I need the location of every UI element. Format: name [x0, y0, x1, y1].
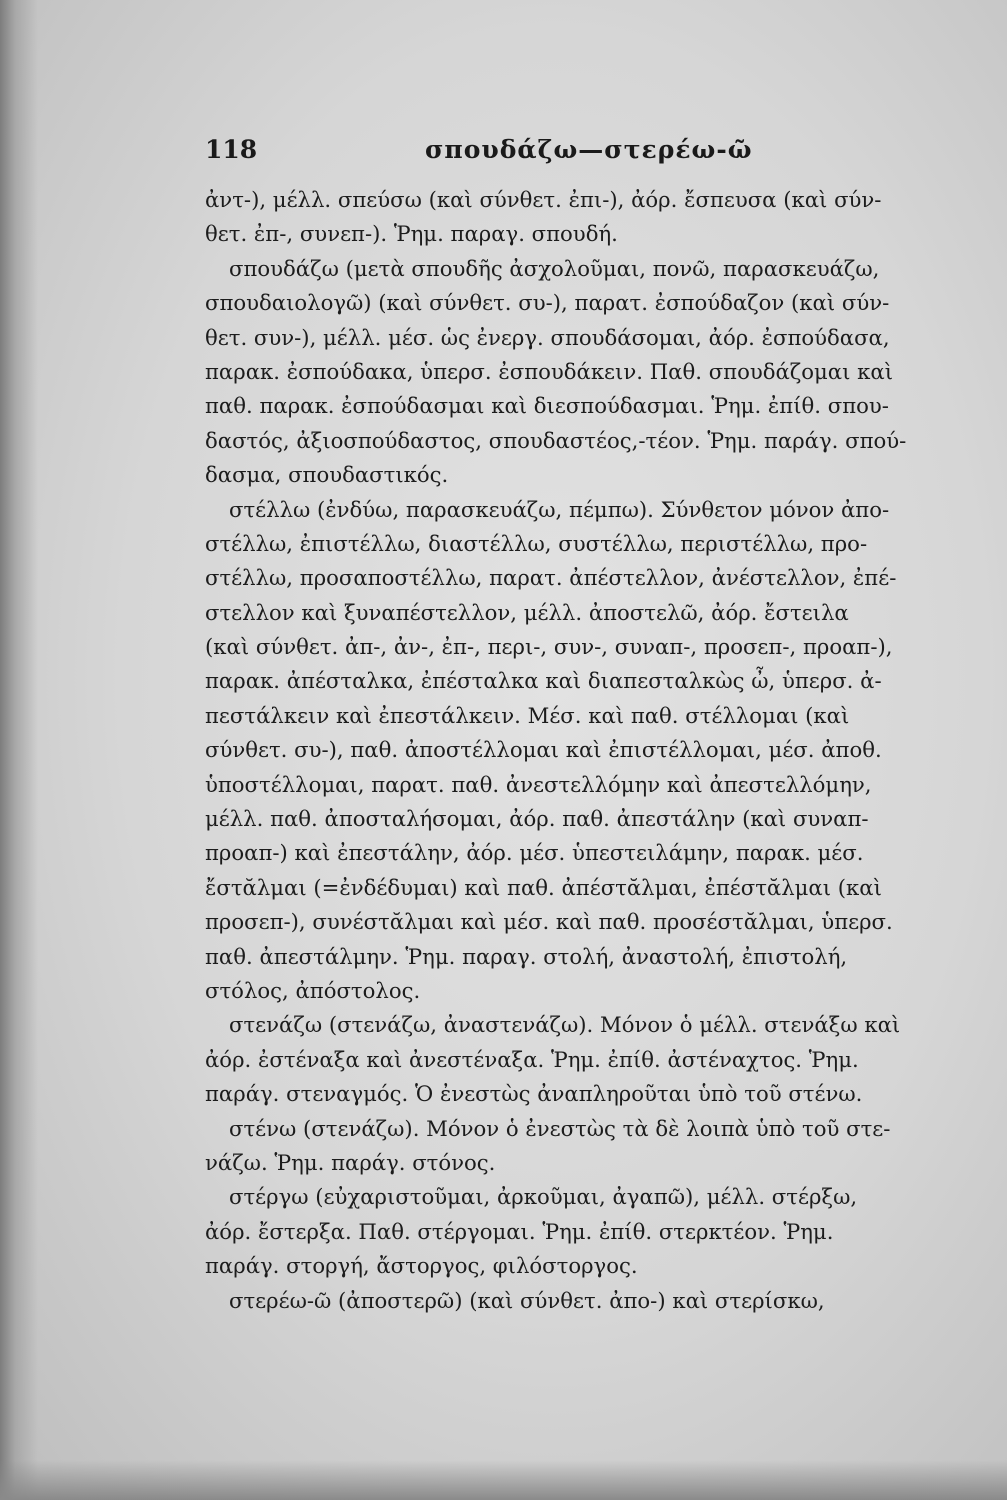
page-header	[205, 135, 765, 175]
text-line: ὑποστέλλομαι, παρατ. παθ. ἀνεστελλόμην καὶ ἀπεστελλόμην,	[205, 771, 872, 797]
text-line: παθ. παρακ. ἐσπούδασμαι καὶ διεσπούδασμαι. Ῥημ. ἐπίθ. σπου-	[205, 393, 889, 419]
text-line: νάζω. Ῥημ. παράγ. στόνος.	[205, 1149, 496, 1175]
text-line: ἀόρ. ἔστερξα. Παθ. στέργομαι. Ῥημ. ἐπίθ. στερκτέον. Ῥημ.	[205, 1218, 834, 1244]
entry-stereo: στερέω-ῶ (ἀποστερῶ) (καὶ σύνθετ. ἀπο-) καὶ στερίσκω,	[229, 1287, 825, 1313]
text-line: σύνθετ. συ-), παθ. ἀποστέλλομαι καὶ ἐπιστέλλομαι, μέσ. ἀποθ.	[205, 737, 882, 763]
page-bottom-shadow	[0, 1460, 1007, 1500]
text-line: παράγ. στοργή, ἄστοργος, φιλόστοργος.	[205, 1253, 638, 1279]
entry-stello: στέλλω (ἐνδύω, παρασκευάζω, πέμπω). Σύνθετον μόνον ἀπο-	[229, 496, 890, 522]
text-line: ἀντ-), μέλλ. σπεύσω (καὶ σύνθετ. ἐπι-), ἀόρ. ἔσπευσα (καὶ σύν-	[205, 187, 882, 212]
entry-spoudazo: σπουδάζω (μετὰ σπουδῆς ἀσχολοῦμαι, πονῶ, παρασκευάζω,	[229, 255, 880, 281]
text-line: προαπ-) καὶ ἐπεστάλην, ἀόρ. μέσ. ὑπεστειλάμην, παρακ. μέσ.	[205, 840, 864, 866]
text-line: μέλλ. παθ. ἀποσταλήσομαι, ἀόρ. παθ. ἀπεστάλην (καὶ συναπ-	[205, 806, 869, 832]
text-line: σπουδαιολογῶ) (καὶ σύνθετ. συ-), παρατ. ἐσπούδαζον (καὶ σύν-	[205, 290, 890, 316]
text-line: παράγ. στεναγμός. Ὁ ἐνεστὼς ἀναπληροῦται ὑπὸ τοῦ στένω.	[205, 1081, 863, 1107]
running-head: σπουδάζω—στερέω-ῶ	[425, 135, 753, 164]
page-number: 118	[205, 135, 258, 164]
text-line: παθ. ἀπεστάλμην. Ῥημ. παραγ. στολή, ἀναστολή, ἐπιστολή,	[205, 943, 848, 969]
page-edge-shadow	[0, 0, 38, 1500]
text-line: στελλον καὶ ξυναπέστελλον, μέλλ. ἀποστελῶ, ἀόρ. ἔστειλα	[205, 599, 849, 625]
text-line: στέλλω, προσαποστέλλω, παρατ. ἀπέστελλον, ἀνέστελλον, ἐπέ-	[205, 565, 897, 591]
text-line: στόλος, ἀπόστολος.	[205, 977, 421, 1003]
text-line: πεστάλκειν καὶ ἐπεστάλκειν. Μέσ. καὶ παθ. στέλλομαι (καὶ	[205, 702, 850, 728]
text-line: δασμα, σπουδαστικός.	[205, 462, 449, 488]
text-line: ἔστᾰλμαι (=ἐνδέδυμαι) καὶ παθ. ἀπέστᾰλμαι, ἐπέστᾰλμαι (καὶ	[205, 874, 882, 900]
text-line: παρακ. ἐσπούδακα, ὑπερσ. ἐσπουδάκειν. Παθ. σπουδάζομαι καὶ	[205, 358, 894, 384]
text-line: δαστός, ἀξιοσπούδαστος, σπουδαστέος,-τέον. Ῥημ. παράγ. σπού-	[205, 427, 907, 453]
entry-steno: στένω (στενάζω). Μόνον ὁ ἐνεστὼς τὰ δὲ λοιπὰ ὑπὸ τοῦ στε-	[229, 1115, 891, 1141]
text-line: στέλλω, ἐπιστέλλω, διαστέλλω, συστέλλω, περιστέλλω, προ-	[205, 530, 868, 556]
dictionary-text	[205, 183, 907, 1318]
text-line: (καὶ σύνθετ. ἀπ-, ἀν-, ἐπ-, περι-, συν-, συναπ-, προσεπ-, προαπ-),	[205, 634, 893, 660]
entry-stenazo: στενάζω (στενάζω, ἀναστενάζω). Μόνον ὁ μέλλ. στενάξω καὶ	[229, 1012, 901, 1038]
text-line: ἀόρ. ἐστέναξα καὶ ἀνεστέναξα. Ῥημ. ἐπίθ. ἀστέναχτος. Ῥημ.	[205, 1046, 859, 1072]
text-line: θετ. ἐπ-, συνεπ-). Ῥημ. παραγ. σπουδή.	[205, 221, 618, 247]
text-line: προσεπ-), συνέστᾰλμαι καὶ μέσ. καὶ παθ. προσέστᾰλμαι, ὑπερσ.	[205, 909, 893, 935]
entry-stergo: στέργω (εὐχαριστοῦμαι, ἀρκοῦμαι, ἀγαπῶ), μέλλ. στέρξω,	[229, 1184, 858, 1210]
text-line: παρακ. ἀπέσταλκα, ἐπέσταλκα καὶ διαπεσταλκὼς ὦ, ὑπερσ. ἀ-	[205, 668, 882, 694]
text-line: θετ. συν-), μέλλ. μέσ. ὡς ἐνεργ. σπουδάσομαι, ἀόρ. ἐσπούδασα,	[205, 324, 890, 350]
